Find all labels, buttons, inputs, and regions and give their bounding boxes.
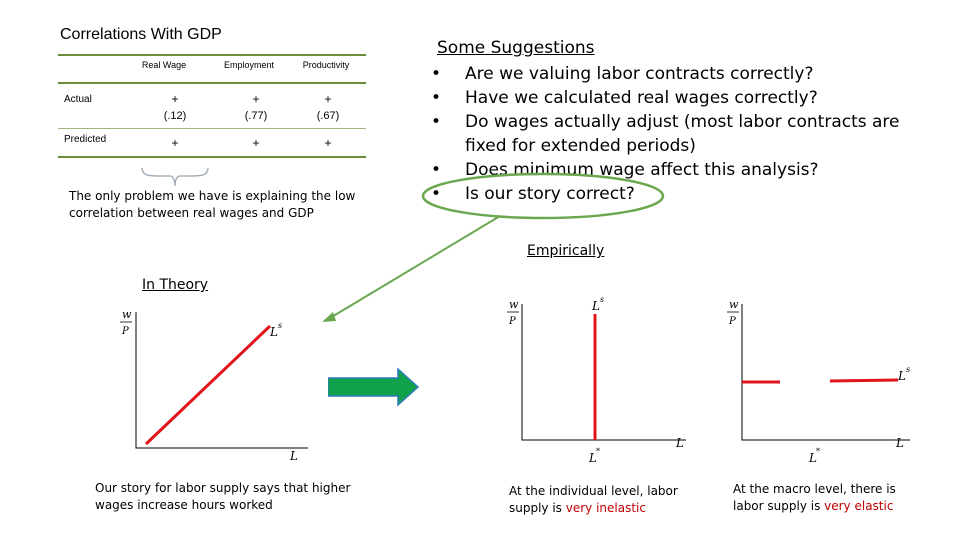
suggestion-text: Do wages actually adjust (most labor contracts are fixed for extended periods) xyxy=(465,112,900,156)
individual-caption-line-1: At the individual level, labor xyxy=(509,484,678,498)
ls-superscript: s xyxy=(278,321,283,330)
pointer-arrowhead xyxy=(322,312,336,322)
empirically-label: Empirically xyxy=(527,243,605,259)
ls-label: L xyxy=(592,299,600,313)
individual-caption-line-2 xyxy=(509,500,678,517)
individual-caption xyxy=(509,483,678,517)
header-productivity: Productivity xyxy=(302,60,350,70)
cell-actual-productivity-value: (.67) xyxy=(316,110,340,122)
lstar-label: L xyxy=(809,451,817,465)
macro-caption xyxy=(733,481,896,515)
bullet: • xyxy=(431,112,442,132)
macro-caption-line-1: At the macro level, there is xyxy=(733,482,896,496)
suggestion-text: Is our story correct? xyxy=(465,184,635,204)
elastic-axes xyxy=(742,304,910,440)
cell-predicted-real-wage: + xyxy=(171,136,179,150)
row-label-actual: Actual xyxy=(64,94,92,105)
suggestion-text: Does minimum wage affect this analysis? xyxy=(465,160,819,180)
inelastic-supply-graph xyxy=(500,292,700,472)
axis-l-label: L xyxy=(290,449,298,463)
cell-actual-productivity-sign: + xyxy=(324,92,332,106)
header-employment: Employment xyxy=(223,60,275,70)
inelastic-highlight: very inelastic xyxy=(565,501,646,515)
header-real-wage: Real Wage xyxy=(141,60,187,70)
in-theory-label: In Theory xyxy=(142,277,209,293)
suggestions-title: Some Suggestions xyxy=(437,38,595,58)
theory-caption xyxy=(95,480,350,514)
cell-predicted-productivity: + xyxy=(324,136,332,150)
correlations-title: Correlations With GDP xyxy=(60,26,222,43)
highlight-ellipse xyxy=(423,174,663,218)
pointer-arrow-icon xyxy=(330,216,500,318)
suggestion-text: Have we calculated real wages correctly? xyxy=(465,88,818,108)
lstar-label: L xyxy=(589,451,597,465)
bullet: • xyxy=(431,64,442,84)
axis-p-label: P xyxy=(509,316,516,327)
cell-actual-real-wage-value: (.12) xyxy=(163,110,187,122)
bullet: • xyxy=(431,160,442,180)
note-line-1: The only problem we have is explaining the low xyxy=(69,189,356,203)
note-line-2: correlation between real wages and GDP xyxy=(69,206,314,220)
ls-label: L xyxy=(898,369,906,383)
theory-supply-graph xyxy=(110,300,320,465)
axis-p-label: P xyxy=(122,326,129,337)
axis-p-label: P xyxy=(729,316,736,327)
supply-curve xyxy=(146,326,270,444)
axis-w-label: w xyxy=(509,298,519,311)
cell-predicted-employment: + xyxy=(252,136,260,150)
individual-caption-prefix: supply is xyxy=(509,501,566,515)
cell-actual-employment-value: (.77) xyxy=(244,110,268,122)
macro-caption-prefix: labor supply is xyxy=(733,499,825,513)
axis-w-label: w xyxy=(729,298,739,311)
macro-caption-line-2 xyxy=(733,498,896,515)
bullet: • xyxy=(431,184,442,204)
axis-l-label: L xyxy=(676,436,684,450)
theory-caption-line-1: Our story for labor supply says that higher xyxy=(95,481,351,495)
cell-actual-employment-sign: + xyxy=(252,92,260,106)
cell-actual-real-wage-sign: + xyxy=(171,92,179,106)
ls-label: L xyxy=(270,325,278,339)
suggestion-text: Are we valuing labor contracts correctly? xyxy=(465,64,814,84)
theory-caption-line-2: wages increase hours worked xyxy=(95,498,273,512)
elastic-highlight: very elastic xyxy=(824,499,894,513)
bullet: • xyxy=(431,88,442,108)
lstar-star: * xyxy=(816,447,820,456)
right-arrow-icon xyxy=(328,367,420,407)
horizontal-supply-curve-right xyxy=(830,380,898,381)
ls-superscript: s xyxy=(600,295,605,304)
inelastic-axes xyxy=(522,304,686,440)
ls-superscript: s xyxy=(906,365,911,374)
elastic-supply-graph xyxy=(720,292,920,472)
axis-w-label: w xyxy=(122,308,132,321)
row-label-predicted: Predicted xyxy=(64,134,107,145)
axis-l-label: L xyxy=(896,436,904,450)
lstar-star: * xyxy=(596,447,600,456)
